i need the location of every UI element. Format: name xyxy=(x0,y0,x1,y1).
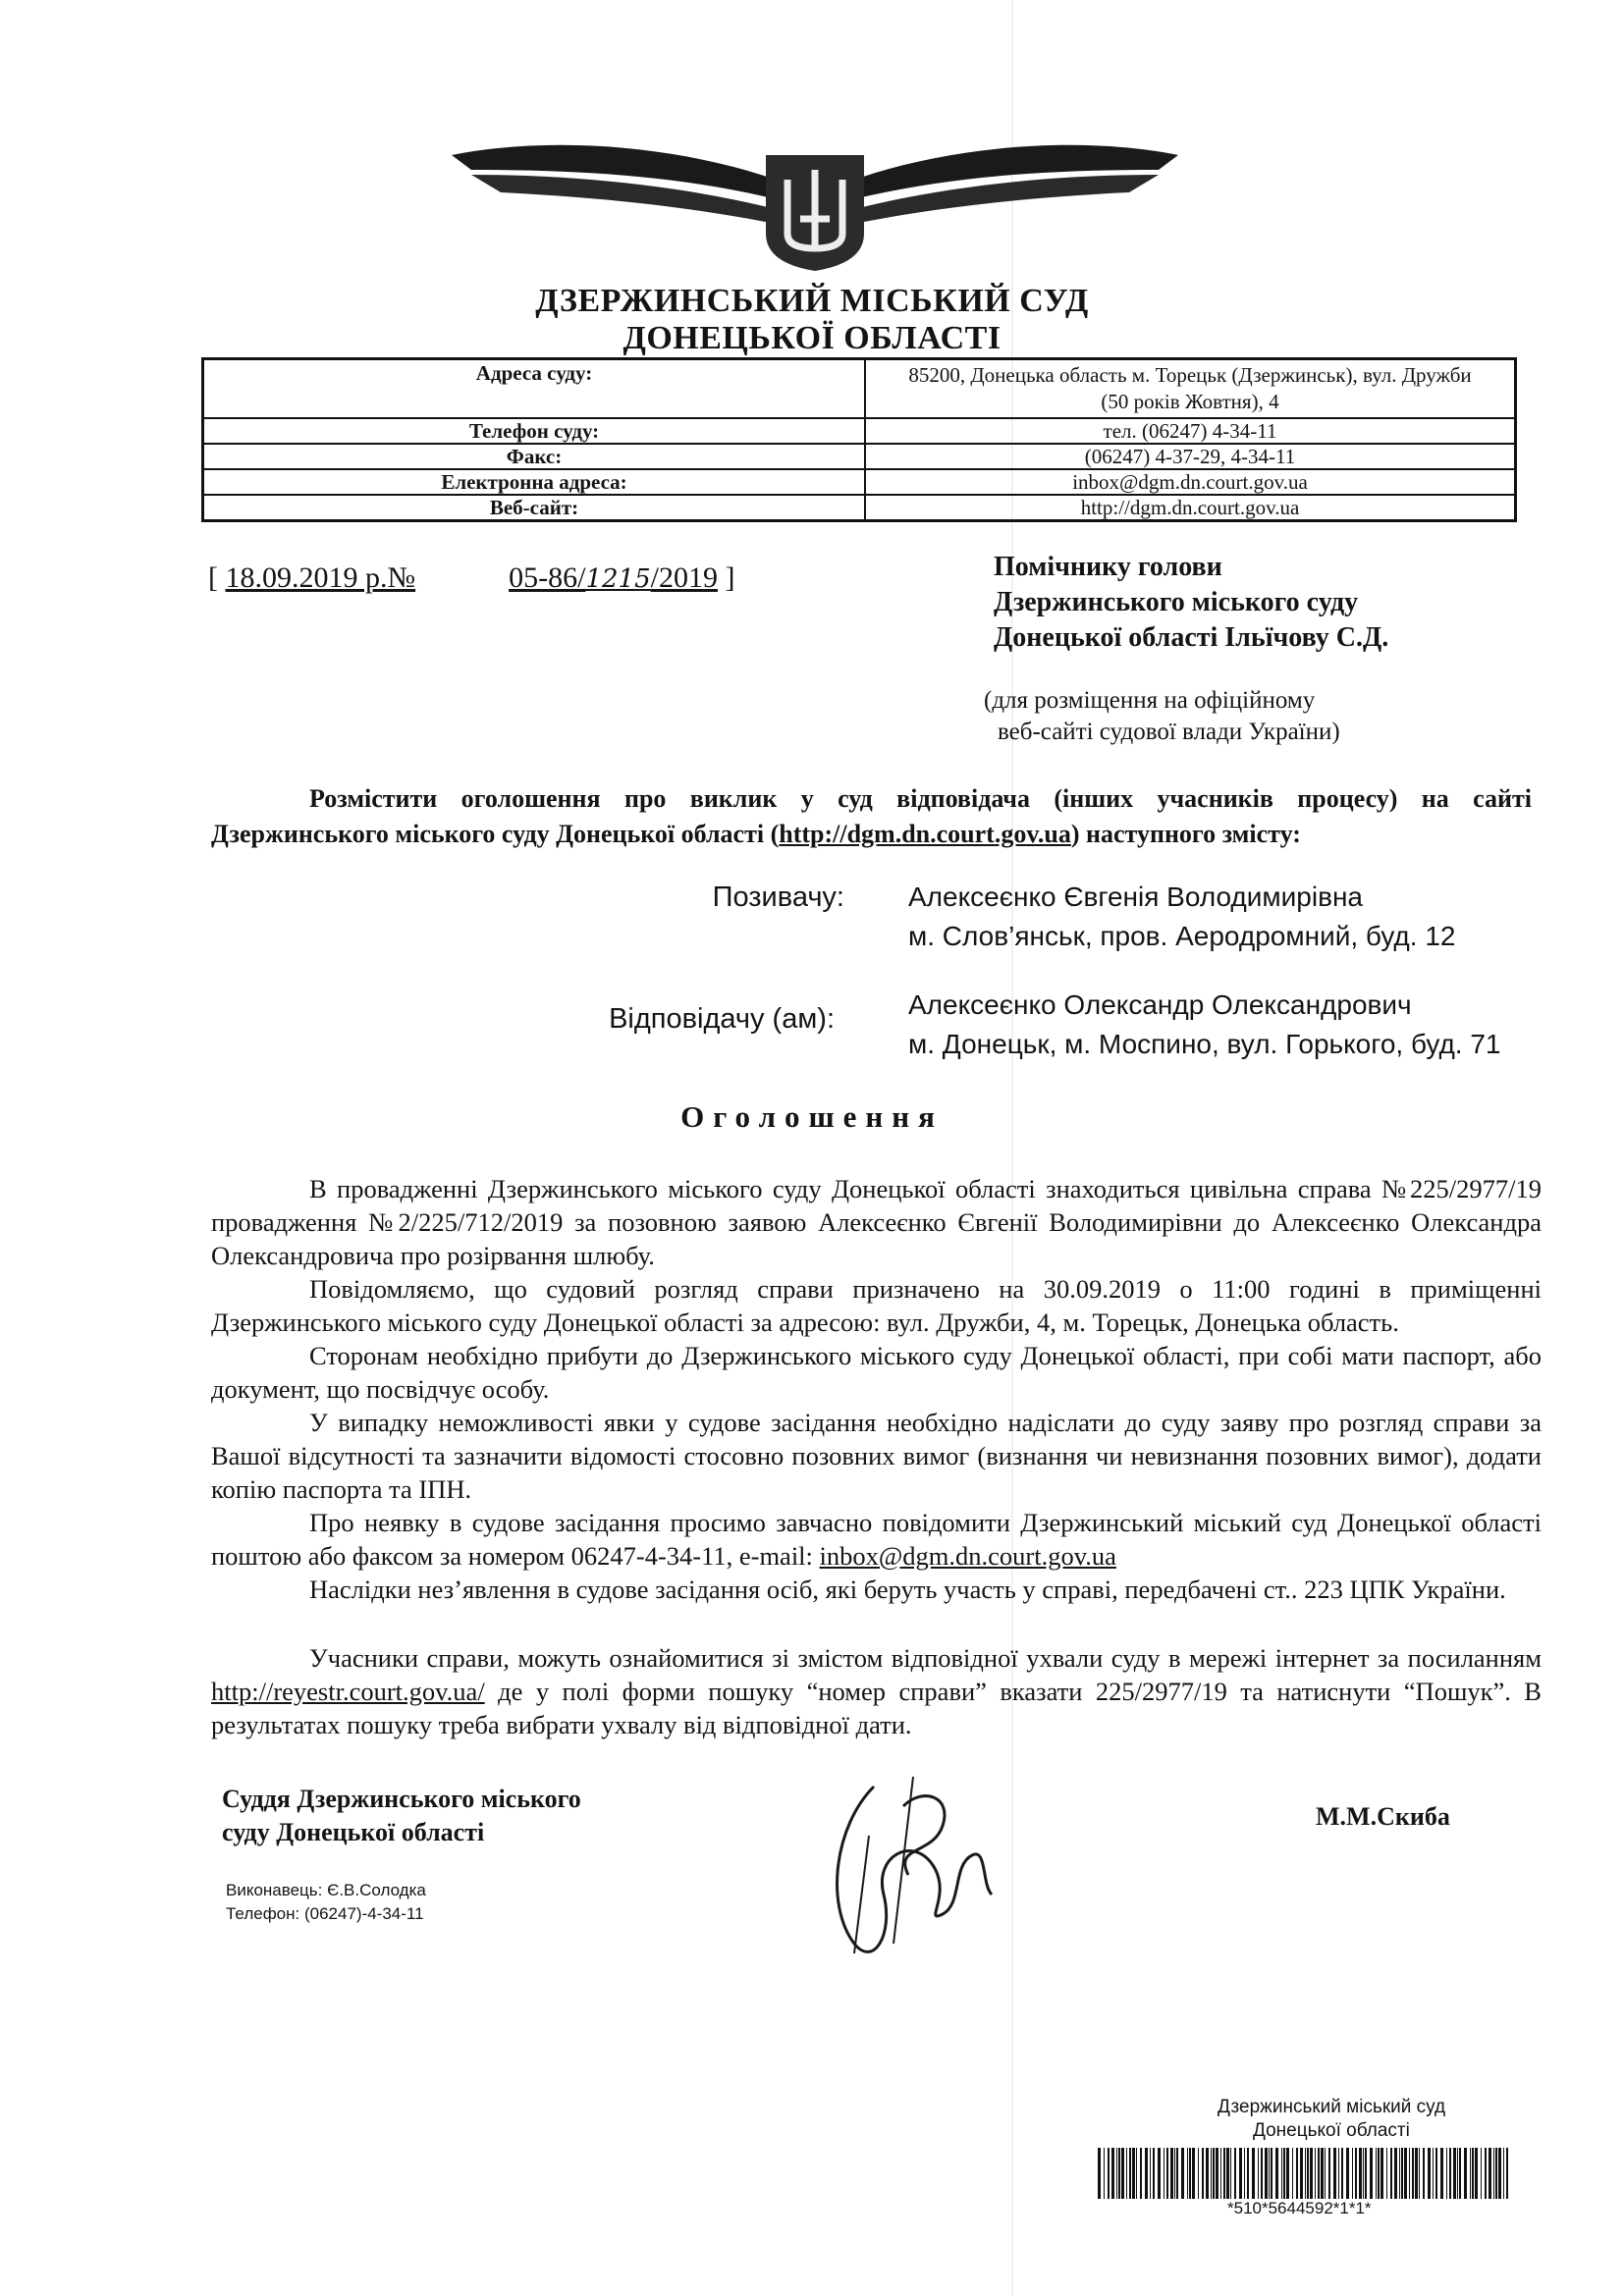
announcement-paragraph-7 xyxy=(211,1641,1542,1741)
barcode-bar xyxy=(1475,2148,1478,2199)
barcode-bar xyxy=(1341,2148,1343,2199)
barcode-bar xyxy=(1234,2148,1236,2199)
barcode-bar xyxy=(1252,2148,1255,2199)
barcode-bar xyxy=(1129,2148,1131,2199)
barcode-bar xyxy=(1321,2148,1324,2199)
address-value xyxy=(865,359,1516,419)
barcode-bar xyxy=(1359,2148,1362,2199)
barcode-bar xyxy=(1132,2148,1135,2199)
barcode-bar xyxy=(1352,2148,1353,2199)
executor-name: Виконавець: Є.В.Солодка xyxy=(226,1881,426,1899)
barcode-bar xyxy=(1370,2148,1373,2199)
barcode-bar xyxy=(1118,2148,1120,2199)
announcement-paragraph-2: Повідомляємо, що судовий розгляд справи призначено на 30.09.2019 о 11:00 годині в приміщенні Дзержинського міського суду Донецької області за адресою: вул. Дружби, 4, м. Торецьк, Донецька область. xyxy=(211,1274,1542,1337)
barcode-bar xyxy=(1390,2148,1392,2199)
barcode-bar xyxy=(1338,2148,1339,2199)
barcode-bar xyxy=(1283,2148,1285,2199)
barcode-bar xyxy=(1202,2148,1204,2199)
barcode-bar xyxy=(1213,2148,1215,2199)
defendant-address: м. Донецьк, м. Моспино, вул. Горького, буд. 71 xyxy=(908,1029,1501,1059)
website-value: http://dgm.dn.court.gov.ua xyxy=(865,495,1516,521)
plaintiff-role: Позивачу: xyxy=(712,881,844,913)
instruction-line2-before: Дзержинського міського суду Донецької області ( xyxy=(211,820,780,848)
barcode-bar xyxy=(1433,2148,1434,2199)
barcode-bar xyxy=(1150,2148,1151,2199)
barcode-bar xyxy=(1192,2148,1195,2199)
court-emblem xyxy=(432,126,1198,273)
barcode-bar xyxy=(1108,2148,1110,2199)
ref-number-handwritten: 1215 xyxy=(585,564,651,594)
barcode-bar xyxy=(1415,2148,1418,2199)
barcode-bar xyxy=(1365,2148,1367,2199)
instruction-court-link[interactable]: http://dgm.dn.court.gov.ua xyxy=(779,820,1071,848)
court-name-line1: ДЗЕРЖИНСЬКИЙ МІСЬКИЙ СУД xyxy=(535,283,1089,319)
barcode-bar xyxy=(1244,2148,1245,2199)
barcode-bar xyxy=(1116,2148,1117,2199)
barcode-bar xyxy=(1104,2148,1105,2199)
barcode-bar xyxy=(1328,2148,1330,2199)
fax-label: Факс: xyxy=(203,444,866,469)
reference-line xyxy=(208,561,734,595)
announcement-registry-link[interactable]: http://reyestr.court.gov.ua/ xyxy=(211,1677,485,1706)
barcode-bar xyxy=(1459,2148,1461,2199)
barcode-text: *510*5644592*1*1* xyxy=(1227,2199,1372,2217)
address-label: Адреса суду: xyxy=(203,359,866,419)
barcode-bar xyxy=(1111,2148,1114,2199)
barcode-icon xyxy=(1098,2148,1510,2199)
recipient-line1: Помічнику голови xyxy=(994,552,1222,582)
announcement-paragraph-4: У випадку неможливості явки у судове засідання необхідно надіслати до суду заяву про розгляд справи за Вашої відсутності та зазначити відомості стосовно позовних вимог (визнання чи невизнання позовних вимог), додати копію паспорта та ІПН. xyxy=(211,1408,1542,1504)
barcode-bar xyxy=(1394,2148,1397,2199)
handwritten-signature xyxy=(815,1747,1011,1973)
barcode-bar xyxy=(1121,2148,1124,2199)
barcode-bar xyxy=(1318,2148,1320,2199)
barcode-bar xyxy=(1435,2148,1437,2199)
address-value-line1: 85200, Донецька область м. Торецьк (Дзержинськ), вул. Дружби xyxy=(908,363,1472,387)
stamp-line2: Донецької області xyxy=(1253,2120,1410,2141)
ref-date: 18.09.2019 р.№ xyxy=(225,561,416,594)
barcode-bar xyxy=(1211,2148,1212,2199)
paragraph-5-text: Про неявку в судове засідання просимо завчасно повідомити Дзержинський міський суд Донецької області поштою або факсом за номером 06247-4-34-11, e-mail: xyxy=(211,1508,1542,1571)
barcode-bar xyxy=(1485,2148,1487,2199)
stamp-line1: Дзержинський міський суд xyxy=(1218,2097,1446,2117)
barcode-bar xyxy=(1170,2148,1173,2199)
instruction-line2-after: ) наступного змісту: xyxy=(1070,820,1301,848)
barcode-bar xyxy=(1404,2148,1407,2199)
fax-value: (06247) 4-37-29, 4-34-11 xyxy=(865,444,1516,469)
barcode-bar xyxy=(1239,2148,1242,2199)
paragraph-7-text-after: де у полі форми пошуку “номер справи” вказати 225/2977/19 та натиснути “Пошук”. В результатах пошуку треба вибрати ухвалу від відповідної дати. xyxy=(211,1677,1542,1739)
judge-title-line1: Суддя Дзержинського міського xyxy=(222,1785,581,1813)
barcode-bar xyxy=(1428,2148,1431,2199)
barcode-bar xyxy=(1355,2148,1357,2199)
instruction-line1: Розмістити оголошення про виклик у суд відповідача (інших учасників процесу) на сайті xyxy=(309,784,1532,813)
barcode-bar xyxy=(1380,2148,1383,2199)
barcode-bar xyxy=(1153,2148,1155,2199)
barcode-bar xyxy=(1166,2148,1168,2199)
barcode-bar xyxy=(1493,2148,1494,2199)
barcode-bar xyxy=(1506,2148,1508,2199)
barcode-bar xyxy=(1098,2148,1101,2199)
barcode-bar xyxy=(1470,2148,1471,2199)
barcode-bar xyxy=(1220,2148,1221,2199)
announcement-paragraph-3: Сторонам необхідно прибути до Дзержинського міського суду Донецької області, при собі мати паспорт, або документ, що посвідчує особу. xyxy=(211,1341,1542,1404)
announcement-paragraph-6: Наслідки нез’явлення в судове засідання осіб, які беруть участь у справі, передбачені ст.. 223 ЦПК України. xyxy=(309,1575,1506,1604)
email-label: Електронна адреса: xyxy=(203,469,866,495)
barcode-bar xyxy=(1216,2148,1218,2199)
barcode-bar xyxy=(1247,2148,1249,2199)
website-label: Веб-сайт: xyxy=(203,495,866,521)
barcode-bar xyxy=(1449,2148,1451,2199)
barcode-bar xyxy=(1223,2148,1225,2199)
recipient-line2: Дзержинського міського суду xyxy=(994,587,1359,617)
barcode-bar xyxy=(1325,2148,1326,2199)
barcode-bar xyxy=(1386,2148,1387,2199)
barcode-bar xyxy=(1271,2148,1272,2199)
barcode-bar xyxy=(1399,2148,1400,2199)
plaintiff-name: Алексеєнко Євгенія Володимирівна xyxy=(908,881,1363,912)
court-name-line2: ДОНЕЦЬКОЇ ОБЛАСТІ xyxy=(623,320,1001,356)
barcode-bar xyxy=(1378,2148,1380,2199)
barcode-bar xyxy=(1464,2148,1467,2199)
ref-close-bracket: ] xyxy=(725,561,735,594)
barcode-bar xyxy=(1333,2148,1336,2199)
announcement-title: Оголошення xyxy=(680,1099,944,1134)
barcode-bar xyxy=(1495,2148,1497,2199)
barcode-bar xyxy=(1489,2148,1491,2199)
barcode-bar xyxy=(1401,2148,1403,2199)
barcode-bar xyxy=(1481,2148,1482,2199)
announcement-email-link[interactable]: inbox@dgm.dn.court.gov.ua xyxy=(819,1541,1116,1571)
barcode-bar xyxy=(1126,2148,1127,2199)
defendant-name: Алексеєнко Олександр Олександрович xyxy=(908,989,1412,1020)
phone-value: тел. (06247) 4-34-11 xyxy=(865,418,1516,444)
email-value: inbox@dgm.dn.court.gov.ua xyxy=(865,469,1516,495)
barcode-bar xyxy=(1446,2148,1447,2199)
barcode-bar xyxy=(1310,2148,1313,2199)
barcode-bar xyxy=(1307,2148,1309,2199)
instruction-line2 xyxy=(211,817,1532,852)
barcode-bar xyxy=(1498,2148,1501,2199)
barcode-bar xyxy=(1136,2148,1137,2199)
barcode-bar xyxy=(1181,2148,1184,2199)
barcode-bar xyxy=(1176,2148,1178,2199)
announcement-paragraph-1: В провадженні Дзержинського міського суду Донецької області знаходиться цивільна справа №225/2977/19 провадження №2/225/712/2019 за позовною заявою Алексеєнко Євгенії Володимирівни до Алексеєнко Олександра Олександровича про розірвання шлюбу. xyxy=(211,1174,1542,1270)
barcode-bar xyxy=(1472,2148,1474,2199)
barcode-bar xyxy=(1346,2148,1349,2199)
barcode-bar xyxy=(1269,2148,1270,2199)
barcode-bar xyxy=(1258,2148,1259,2199)
barcode-bar xyxy=(1189,2148,1191,2199)
barcode-bar xyxy=(1140,2148,1142,2199)
address-value-line2: (50 років Жовтня), 4 xyxy=(1101,390,1279,413)
barcode-bar xyxy=(1174,2148,1175,2199)
barcode-bar xyxy=(1409,2148,1410,2199)
barcode-bar xyxy=(1230,2148,1231,2199)
barcode-bar xyxy=(1145,2148,1148,2199)
barcode-bar xyxy=(1457,2148,1458,2199)
barcode-bar xyxy=(1187,2148,1188,2199)
phone-label: Телефон суду: xyxy=(203,418,866,444)
ref-open-bracket: [ xyxy=(208,561,218,594)
recipient-note-line1: (для розміщення на офіційному xyxy=(984,687,1316,714)
barcode-bar xyxy=(1503,2148,1504,2199)
barcode-bar xyxy=(1300,2148,1303,2199)
barcode-bar xyxy=(1275,2148,1278,2199)
barcode-bar xyxy=(1423,2148,1425,2199)
recipient-note-line2: веб-сайті судової влади України) xyxy=(998,719,1340,745)
paragraph-7-text-before: Учасники справи, можуть ознайомитися зі змістом відповідної ухвали суду в мережі інтернет за посиланням xyxy=(309,1643,1542,1673)
barcode-bar xyxy=(1363,2148,1364,2199)
plaintiff-address: м. Слов’янськ, пров. Аеродромний, буд. 12 xyxy=(908,921,1456,951)
barcode-bar xyxy=(1158,2148,1161,2199)
court-info-table xyxy=(201,357,1517,522)
barcode-bar xyxy=(1453,2148,1456,2199)
barcode-bar xyxy=(1265,2148,1268,2199)
barcode-bar xyxy=(1296,2148,1298,2199)
executor-phone: Телефон: (06247)-4-34-11 xyxy=(226,1904,424,1923)
announcement-paragraph-5 xyxy=(211,1506,1542,1573)
recipient-line3: Донецької області Ільїчову С.Д. xyxy=(994,622,1389,653)
barcode-bar xyxy=(1376,2148,1377,2199)
barcode-bar xyxy=(1226,2148,1229,2199)
barcode-bar xyxy=(1206,2148,1209,2199)
defendant-role: Відповідачу (ам): xyxy=(609,1003,835,1035)
barcode-bar xyxy=(1286,2148,1289,2199)
barcode-bar xyxy=(1412,2148,1414,2199)
barcode-bar xyxy=(1305,2148,1306,2199)
barcode-bar xyxy=(1440,2148,1443,2199)
barcode-bar xyxy=(1292,2148,1293,2199)
ref-number-prefix: 05-86/ xyxy=(509,561,586,594)
judge-title-line2: суду Донецької області xyxy=(222,1818,485,1846)
barcode-bar xyxy=(1281,2148,1282,2199)
barcode-bar xyxy=(1261,2148,1263,2199)
barcode-bar xyxy=(1315,2148,1316,2199)
barcode-bar xyxy=(1419,2148,1420,2199)
judge-name: М.М.Скиба xyxy=(1316,1802,1450,1831)
ref-number-suffix: /2019 xyxy=(650,561,718,594)
trident-shield-icon xyxy=(766,155,864,271)
barcode-bar xyxy=(1198,2148,1199,2199)
